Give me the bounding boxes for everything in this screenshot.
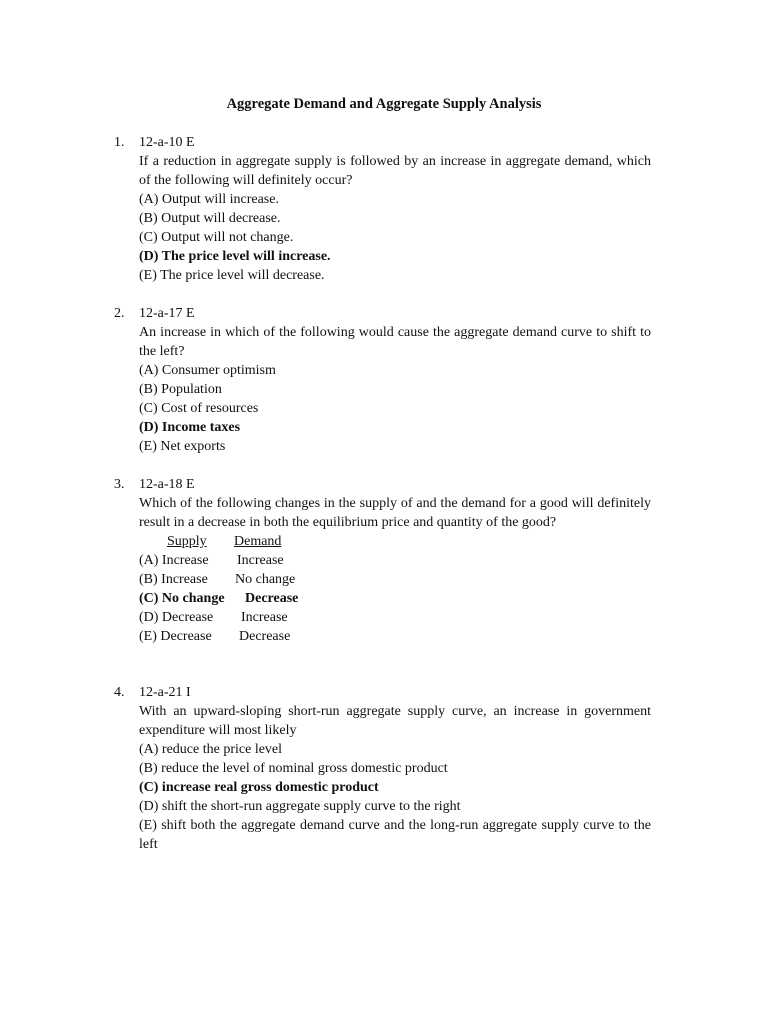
- option-d-answer: (D) Income taxes: [139, 420, 241, 435]
- table-header: [139, 532, 651, 551]
- option-d: (D) shift the short-run aggregate supply curve to the right: [139, 799, 461, 814]
- option-c-answer: (C) increase real gross domestic product: [139, 780, 379, 795]
- question-number: 3.: [114, 477, 125, 492]
- option-a: (A) Output will increase.: [139, 192, 279, 207]
- option-e: (E) shift both the aggregate demand curve and the long-run aggregate supply curve to the left: [139, 818, 651, 852]
- option-b-demand: No change: [235, 572, 296, 587]
- table-row: [139, 627, 651, 646]
- option-c-demand: Decrease: [245, 591, 299, 606]
- option-d-answer: (D) The price level will increase.: [139, 249, 331, 264]
- option-a-demand: Increase: [237, 553, 284, 568]
- question-code: 12-a-10 E: [139, 135, 195, 150]
- option-b-supply: (B) Increase: [139, 572, 208, 587]
- option-c-supply: (C) No change: [139, 591, 225, 606]
- option-a-supply: (A) Increase: [139, 553, 209, 568]
- option-d-demand: Increase: [241, 610, 288, 625]
- question-stem: With an upward-sloping short-run aggregate supply curve, an increase in government expenditure will most likely: [139, 704, 651, 738]
- question-number: 1.: [114, 135, 125, 150]
- table-row: [139, 570, 651, 589]
- option-e-supply: (E) Decrease: [139, 629, 212, 644]
- question-number: 2.: [114, 306, 125, 321]
- table-row-answer: [139, 589, 651, 608]
- option-e-demand: Decrease: [239, 629, 291, 644]
- question-code: 12-a-17 E: [139, 306, 195, 321]
- demand-header: Demand: [234, 534, 282, 549]
- option-b: (B) Output will decrease.: [139, 211, 281, 226]
- option-c: (C) Cost of resources: [139, 401, 259, 416]
- question-stem: If a reduction in aggregate supply is followed by an increase in aggregate demand, which of the following will definitely occur?: [139, 154, 651, 188]
- option-e: (E) Net exports: [139, 439, 226, 454]
- question-stem: An increase in which of the following would cause the aggregate demand curve to shift to the left?: [139, 325, 651, 359]
- option-d-supply: (D) Decrease: [139, 610, 214, 625]
- option-e: (E) The price level will decrease.: [139, 268, 325, 283]
- table-row: [139, 608, 651, 627]
- table-row: [139, 551, 651, 570]
- document-title: Aggregate Demand and Aggregate Supply Analysis: [226, 96, 542, 112]
- option-c: (C) Output will not change.: [139, 230, 294, 245]
- option-a: (A) Consumer optimism: [139, 363, 276, 378]
- question-code: 12-a-21 I: [139, 685, 191, 700]
- question-number: 4.: [114, 685, 125, 700]
- option-a: (A) reduce the price level: [139, 742, 283, 757]
- supply-header: Supply: [167, 534, 207, 549]
- option-b: (B) Population: [139, 382, 222, 397]
- option-b: (B) reduce the level of nominal gross domestic product: [139, 761, 448, 776]
- question-code: 12-a-18 E: [139, 477, 195, 492]
- question-stem: Which of the following changes in the supply of and the demand for a good will definitely result in a decrease in both the equilibrium price and quantity of the good?: [139, 496, 651, 530]
